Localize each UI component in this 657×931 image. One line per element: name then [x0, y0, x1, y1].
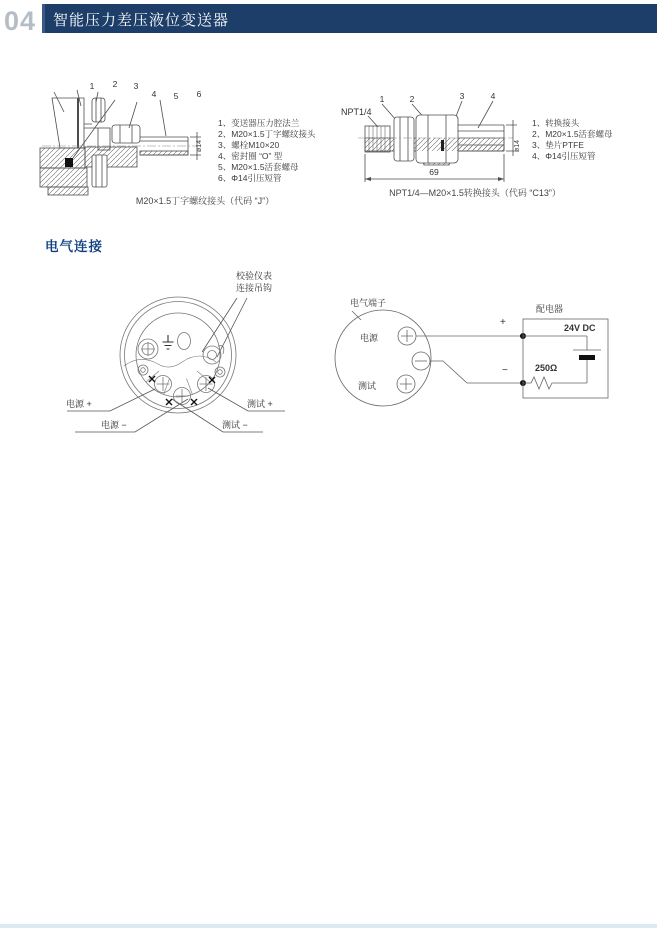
callout-4: 4: [151, 89, 157, 99]
resistor-label: 250Ω: [535, 363, 558, 373]
callout-4: 4: [490, 91, 496, 101]
plus-sign: +: [500, 317, 506, 328]
hook-label: 校验仪表 连接吊钩: [236, 271, 273, 293]
doc-title: 智能压力差压液位变送器: [53, 11, 230, 29]
test-minus-label: 测试 −: [222, 420, 248, 430]
legend-item: 1、转换接头: [532, 118, 580, 128]
thread-size-label: NPT1/4: [341, 107, 372, 117]
terminal-screws-icon: [155, 376, 215, 405]
section-heading-electrical: 电气连接: [45, 239, 103, 254]
dim-diameter-label: ø14: [514, 139, 521, 152]
callout-1: 1: [379, 94, 385, 104]
power-minus-label: 电源 −: [101, 420, 127, 430]
legend-item: 1、变送器压力腔法兰: [218, 118, 300, 128]
callout-5: 5: [173, 91, 179, 101]
dim-length-label: 69: [429, 167, 439, 177]
fitting-c13-legend: [532, 118, 613, 162]
drawing-caption-j: M20×1.5丁字螺纹接头（代码 “J”）: [135, 196, 275, 206]
terminals-label: 电气端子: [350, 298, 387, 308]
drawing-caption-c13: NPT1/4—M20×1.5转换接头（代码 “C13”）: [389, 188, 561, 198]
test-plus-label: 测试 +: [247, 399, 273, 409]
callout-3: 3: [459, 91, 465, 101]
legend-item: 5、M20×1.5活套螺母: [218, 162, 299, 172]
power-plus-label: 电源 +: [66, 399, 92, 409]
voltage-label: 24V DC: [564, 323, 596, 333]
minus-sign: −: [502, 365, 508, 376]
doc-title-bar: [42, 4, 657, 33]
callout-1: 1: [89, 81, 95, 91]
screw-icon: [138, 339, 158, 359]
legend-item: 2、M20×1.5丁字螺纹接头: [218, 129, 316, 139]
callout-2: 2: [112, 79, 118, 89]
terminal-diagram: [60, 268, 310, 443]
legend-item: 3、螺栓M10×20: [218, 140, 280, 150]
resistor-icon: [523, 377, 587, 389]
fitting-drawing-c13: [338, 90, 538, 195]
legend-item: 4、Φ14引压短管: [532, 151, 596, 161]
legend-item: 2、M20×1.5活套螺母: [532, 129, 613, 139]
distributor-label: 配电器: [536, 304, 564, 314]
callout-3: 3: [133, 81, 139, 91]
callout-6: 6: [196, 89, 202, 99]
test-label: 测试: [358, 381, 377, 391]
page-number: 04: [4, 6, 37, 36]
callout-2: 2: [409, 94, 415, 104]
legend-item: 6、Φ14引压短管: [218, 173, 282, 183]
ground-icon: [163, 335, 174, 349]
plus-terminal-icon: [398, 327, 416, 345]
fitting-j-legend: [218, 118, 316, 184]
minus-terminal-icon: [412, 352, 430, 370]
legend-item: 3、垫片PTFE: [532, 140, 584, 150]
dim-diameter-label: ø14: [196, 139, 203, 152]
test-terminal-icon: [397, 375, 415, 393]
legend-item: 4、密封圈 “O” 型: [218, 151, 283, 161]
hook-icon: [203, 346, 224, 364]
footer-bar: [0, 924, 657, 928]
power-label: 电源: [360, 333, 379, 343]
